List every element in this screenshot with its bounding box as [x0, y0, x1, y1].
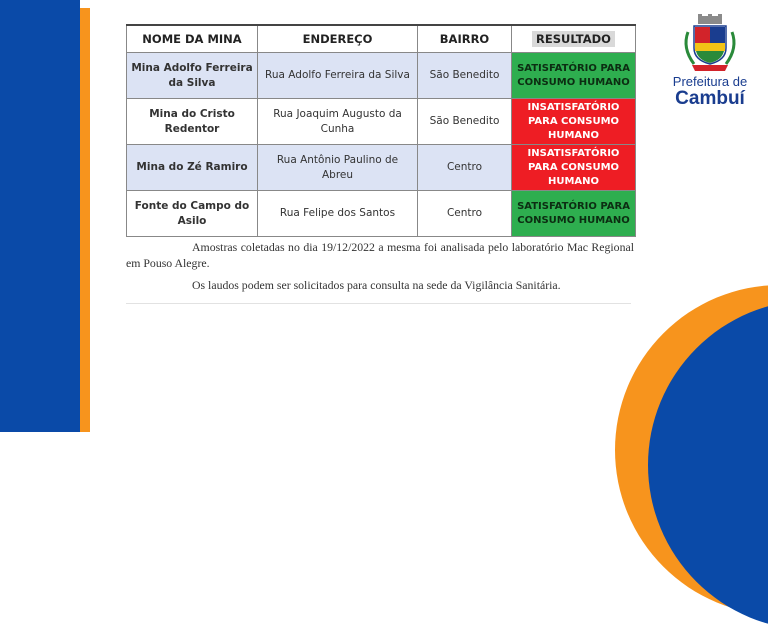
table-row	[127, 191, 636, 237]
left-blue-bar	[0, 0, 80, 432]
coat-of-arms-icon	[680, 14, 740, 72]
prefeitura-logo	[662, 14, 758, 109]
mine-name-cell: Mina Adolfo Ferreira da Silva	[127, 53, 258, 99]
document-area	[126, 24, 636, 304]
sampling-note: Amostras coletadas no dia 19/12/2022 a mesma foi analisada pelo laboratório Mac Regional em Pouso Alegre.	[126, 240, 634, 270]
logo-text-cambui: Cambuí	[675, 88, 745, 109]
address-cell: Rua Antônio Paulino de Abreu	[258, 145, 418, 191]
table-header-row	[127, 25, 636, 53]
bairro-cell: São Benedito	[418, 53, 512, 99]
header-endereco: ENDEREÇO	[258, 25, 418, 53]
address-cell: Rua Adolfo Ferreira da Silva	[258, 53, 418, 99]
result-cell-satisfactory: SATISFATÓRIO PARA CONSUMO HUMANO	[512, 53, 636, 99]
mine-name-cell: Mina do Cristo Redentor	[127, 99, 258, 145]
header-nome-da-mina: NOME DA MINA	[127, 25, 258, 53]
result-cell-unsatisfactory: INSATISFATÓRIO PARA CONSUMO HUMANO	[512, 99, 636, 145]
logo-text-prefeitura: Prefeitura de	[672, 74, 748, 89]
table-row	[127, 99, 636, 145]
bairro-cell: Centro	[418, 191, 512, 237]
result-cell-unsatisfactory: INSATISFATÓRIO PARA CONSUMO HUMANO	[512, 145, 636, 191]
divider	[126, 303, 631, 304]
mine-name-cell: Mina do Zé Ramiro	[127, 145, 258, 191]
result-cell-satisfactory: SATISFATÓRIO PARA CONSUMO HUMANO	[512, 191, 636, 237]
reports-note: Os laudos podem ser solicitados para consulta na sede da Vigilância Sanitária.	[192, 278, 561, 292]
mine-name-cell: Fonte do Campo do Asilo	[127, 191, 258, 237]
table-row	[127, 53, 636, 99]
bairro-cell: Centro	[418, 145, 512, 191]
notes-section	[126, 239, 636, 304]
header-resultado: RESULTADO	[512, 25, 636, 53]
water-results-table	[126, 24, 636, 237]
table-row	[127, 145, 636, 191]
address-cell: Rua Felipe dos Santos	[258, 191, 418, 237]
left-orange-stripe	[80, 8, 90, 432]
address-cell: Rua Joaquim Augusto da Cunha	[258, 99, 418, 145]
header-bairro: BAIRRO	[418, 25, 512, 53]
bairro-cell: São Benedito	[418, 99, 512, 145]
